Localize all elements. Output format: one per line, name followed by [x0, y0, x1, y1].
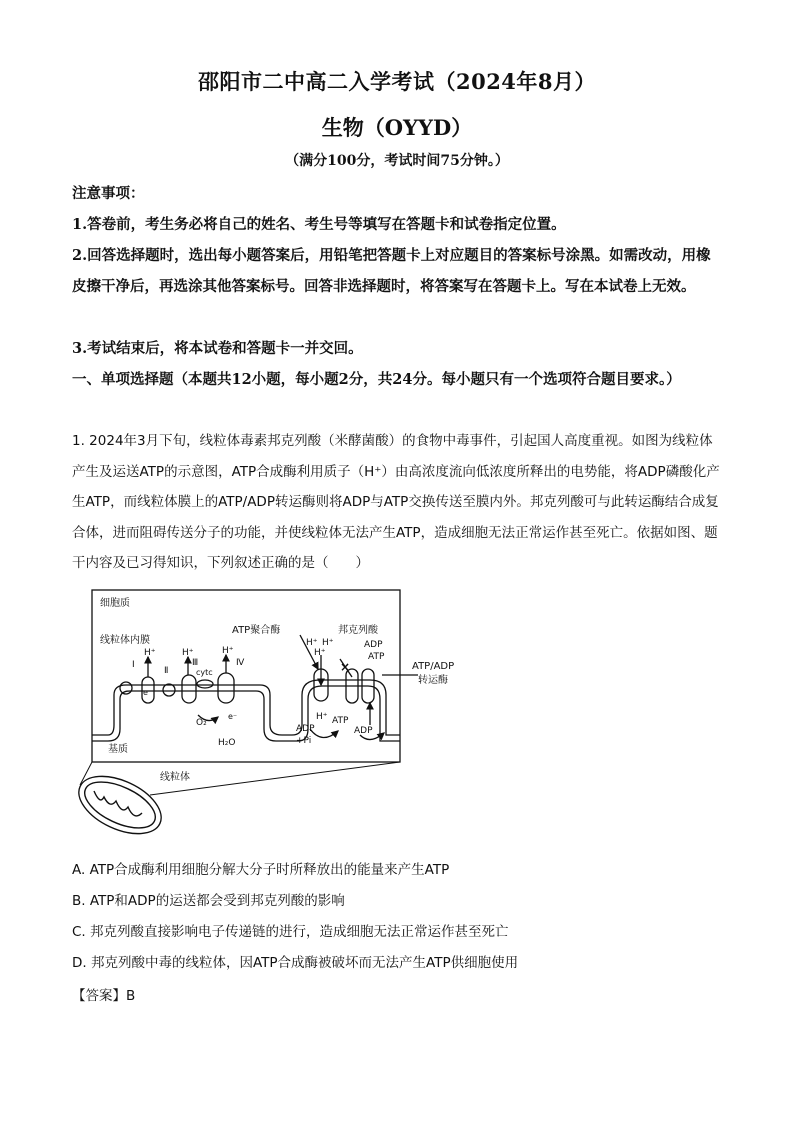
- question-1-stem: 1. 2024年3月下旬，线粒体毒素邦克列酸（米酵菌酸）的食物中毒事件，引起国人高度重视。如图为线粒体产生及运送ATP的示意图，ATP合成酶利用质子（H⁺）由高浓度流向低浓度所释出的电势能，将ADP磷酸化产生ATP，而线粒体膜上的ATP/ADP转运酶则将ADP与ATP交换传送至膜内外。邦克列酸可与此转运酶结合成复合体，进而阻碍传送分子的功能，并使线粒体无法产生ATP，造成细胞无法正常运作甚至死亡。依据如图、题干内容及已习得知识，下列叙述正确的是（ ）: [72, 433, 720, 571]
- figure-frame: [92, 590, 400, 762]
- exam-title: 邵阳市二中高二入学考试（2024年8月）: [197, 69, 597, 94]
- label-transporter-2: 转运酶: [418, 675, 448, 686]
- option-c: C. 邦克列酸直接影响电子传递链的进行，造成细胞无法正常运作甚至死亡: [72, 924, 509, 940]
- label-h2o: H₂O: [218, 738, 236, 748]
- label-h-1: H⁺: [144, 648, 156, 658]
- notice-item-2: 2.回答选择题时，选出每小题答案后，用铅笔把答题卡上对应题目的答案标号涂黑。如需改动，用橡皮擦干净后，再选涂其他答案标号。回答非选择题时，将答案写在答题卡上。写在本试卷上无效。: [72, 247, 711, 295]
- label-inner-membrane: 线粒体内膜: [100, 635, 150, 646]
- answer: 【答案】B: [72, 988, 136, 1004]
- option-d: D. 邦克列酸中毒的线粒体，因ATP合成酶被破坏而无法产生ATP供细胞使用: [72, 955, 519, 971]
- label-h-2: H⁺: [182, 648, 194, 658]
- label-adp-right: ADP: [354, 726, 373, 736]
- label-mitochondrion: 线粒体: [160, 772, 190, 783]
- block-x-mark: ×: [340, 660, 351, 674]
- label-o2: O₂: [196, 718, 207, 728]
- label-h-4: H⁺: [306, 638, 318, 648]
- label-cytc: cytc: [196, 668, 213, 677]
- section-heading: 一、单项选择题（本题共12小题，每小题2分，共24分。每小题只有一个选项符合题目要求。）: [72, 371, 681, 388]
- label-electron-2: e⁻: [228, 712, 238, 721]
- label-h-6: H⁺: [314, 648, 326, 658]
- label-atp-top: ATP: [368, 652, 385, 662]
- label-complex-iv: Ⅳ: [236, 658, 245, 668]
- label-atp-synthase: ATP聚合酶: [232, 625, 281, 636]
- label-adp-bottom: ADP: [296, 724, 315, 734]
- cytc: [197, 680, 213, 688]
- label-bongkrekic-acid: 邦克列酸: [338, 625, 378, 636]
- complex-ii: [163, 684, 175, 696]
- label-h-5: H⁺: [322, 638, 334, 648]
- mitochondria-figure: [70, 585, 490, 850]
- label-pi: +Pi: [296, 736, 312, 746]
- label-cytoplasm: 细胞质: [100, 598, 130, 609]
- label-complex-ii: Ⅱ: [164, 666, 169, 676]
- mitochondrion-drawing: [70, 765, 170, 846]
- label-matrix: 基质: [108, 744, 128, 755]
- option-b: B. ATP和ADP的运送都会受到邦克列酸的影响: [72, 893, 345, 909]
- label-complex-i: I: [132, 660, 135, 670]
- notice-heading: 注意事项：: [72, 185, 145, 202]
- label-adp-top: ADP: [364, 640, 383, 650]
- label-atp-bottom: ATP: [332, 716, 349, 726]
- label-transporter: ATP/ADP: [412, 661, 455, 672]
- label-h-7: H⁺: [316, 712, 328, 722]
- complex-i: [120, 682, 132, 694]
- complex-iv: [218, 673, 234, 703]
- notice-item-3: 3.考试结束后，将本试卷和答题卡一并交回。: [72, 340, 363, 357]
- label-complex-iii: Ⅲ: [192, 658, 199, 668]
- exam-info: （满分100分，考试时间75分钟。）: [285, 153, 509, 169]
- label-electron-1: e⁻: [143, 688, 153, 697]
- exam-subject: 生物（OYYD）: [321, 115, 473, 140]
- label-h-3: H⁺: [222, 646, 234, 656]
- option-a: A. ATP合成酶利用细胞分解大分子时所释放出的能量来产生ATP: [72, 862, 450, 878]
- complex-iii: [182, 675, 196, 703]
- notice-item-1: 1.答卷前，考生务必将自己的姓名、考生号等填写在答题卡和试卷指定位置。: [72, 216, 566, 233]
